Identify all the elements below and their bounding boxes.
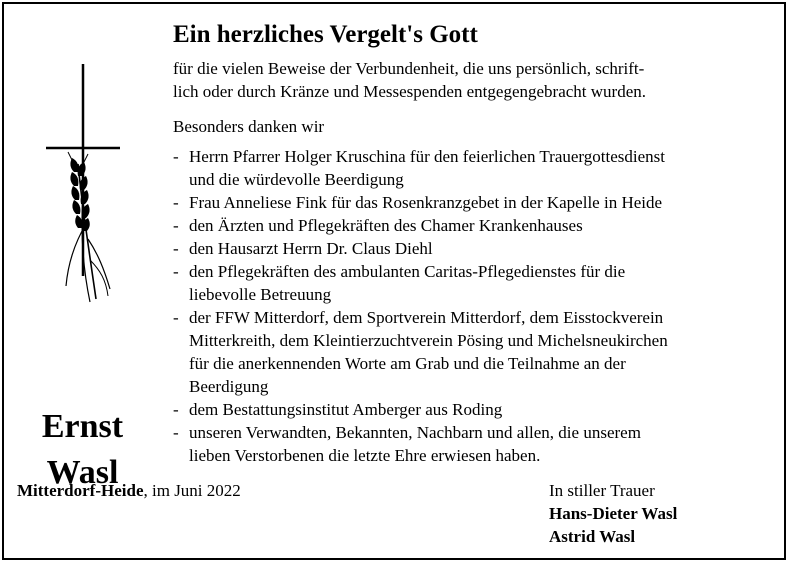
- thanks-item-line: dem Bestattungsinstitut Amberger aus Roding: [189, 400, 503, 419]
- date: , im Juni 2022: [143, 481, 241, 500]
- thanks-item: [173, 260, 773, 306]
- thanks-item: [173, 398, 773, 421]
- list-dash: -: [173, 262, 179, 281]
- thanks-label: Besonders danken wir: [173, 117, 325, 136]
- list-dash: -: [173, 239, 179, 258]
- list-dash: -: [173, 423, 179, 442]
- intro-paragraph: [173, 57, 773, 103]
- thanks-list: [173, 145, 773, 467]
- thanks-item-line: der FFW Mitterdorf, dem Sportverein Mitterdorf, dem Eisstockverein: [189, 308, 664, 327]
- list-dash: -: [173, 147, 179, 166]
- mourning-caption: In stiller Trauer: [549, 481, 655, 500]
- mourner-name: Astrid Wasl: [549, 527, 636, 546]
- place-date: [17, 479, 241, 502]
- list-dash: -: [173, 308, 179, 327]
- deceased-first-name: Ernst: [41, 408, 124, 445]
- thanks-item: [173, 214, 773, 237]
- thanks-item-line: Frau Anneliese Fink für das Rosenkranzgebet in der Kapelle in Heide: [189, 193, 663, 212]
- list-dash: -: [173, 193, 179, 212]
- thanks-item-line: lieben Verstorbenen die letzte Ehre erwiesen haben.: [189, 446, 541, 465]
- thanks-item-line: Beerdigung: [189, 377, 269, 396]
- notice-heading: Ein herzliches Vergelt's Gott: [173, 21, 478, 48]
- thanks-item-line: den Hausarzt Herrn Dr. Claus Diehl: [189, 239, 433, 258]
- deceased-last-name: Wasl: [46, 454, 119, 491]
- cross-with-wheat-icon: [38, 64, 128, 324]
- thanks-item-line: den Ärzten und Pflegekräften des Chamer Krankenhauses: [189, 216, 583, 235]
- thanks-item-line: liebevolle Betreuung: [189, 285, 332, 304]
- thanks-item-line: den Pflegekräften des ambulanten Caritas-Pflegedienstes für die: [189, 262, 626, 281]
- thanks-item-line: Herrn Pfarrer Holger Kruschina für den feierlichen Trauergottesdienst: [189, 147, 665, 166]
- thanks-item-line: für die anerkennenden Worte am Grab und die Teilnahme an der: [189, 354, 626, 373]
- list-dash: -: [173, 400, 179, 419]
- thanks-item-line: und die würdevolle Beerdigung: [189, 170, 404, 189]
- intro-line: lich oder durch Kränze und Messespenden entgegengebracht wurden.: [173, 82, 646, 101]
- thanks-item-line: Mitterkreith, dem Kleintierzuchtverein Pösing und Michelsneukirchen: [189, 331, 668, 350]
- mourners-block: [549, 479, 677, 548]
- list-dash: -: [173, 216, 179, 235]
- thanks-item: [173, 191, 773, 214]
- thanks-item: [173, 306, 773, 398]
- thanks-item: [173, 421, 773, 467]
- thanks-item: [173, 145, 773, 191]
- thanks-item-line: unseren Verwandten, Bekannten, Nachbarn und allen, die unserem: [189, 423, 641, 442]
- thanks-item: [173, 237, 773, 260]
- place: Mitterdorf-Heide: [17, 481, 144, 500]
- mourner-name: Hans-Dieter Wasl: [549, 504, 678, 523]
- intro-line: für die vielen Beweise der Verbundenheit, die uns persönlich, schrift-: [173, 59, 645, 78]
